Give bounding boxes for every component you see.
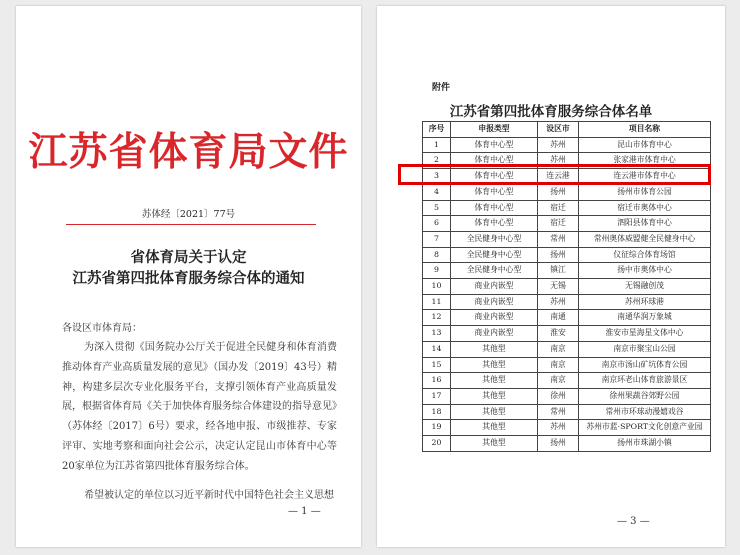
- cell-index: 6: [423, 216, 451, 232]
- cell-type: 其他型: [451, 388, 538, 404]
- table-row: [423, 279, 711, 295]
- table-row: [423, 216, 711, 232]
- cell-type: 商业内嵌型: [451, 310, 538, 326]
- cell-project: 南京市汤山矿坑体育公园: [579, 357, 711, 373]
- cell-index: 4: [423, 184, 451, 200]
- cell-project: 扬州市体育公园: [579, 184, 711, 200]
- cell-city: 苏州: [538, 153, 579, 169]
- table-row: [423, 420, 711, 436]
- cell-city: 宿迁: [538, 216, 579, 232]
- cell-type: 其他型: [451, 357, 538, 373]
- cell-city: 淮安: [538, 326, 579, 342]
- cell-project: 扬州市珠湖小镇: [579, 436, 711, 452]
- cell-index: 20: [423, 436, 451, 452]
- cell-index: 1: [423, 137, 451, 153]
- cell-city: 南通: [538, 310, 579, 326]
- cell-project: 常州奥体威盟健全民健身中心: [579, 231, 711, 247]
- cell-type: 体育中心型: [451, 137, 538, 153]
- table-row: [423, 294, 711, 310]
- row-highlight-box: [398, 164, 711, 185]
- document-header: 江苏省体育局文件: [28, 129, 349, 175]
- table-row: [423, 404, 711, 420]
- cell-project: 宿迁市奥体中心: [579, 200, 711, 216]
- cell-type: 其他型: [451, 436, 538, 452]
- cell-index: 13: [423, 326, 451, 342]
- table-row: [423, 263, 711, 279]
- cell-city: 南京: [538, 341, 579, 357]
- cell-type: 体育中心型: [451, 184, 538, 200]
- addressee: 各设区市体育局：: [62, 323, 142, 334]
- cell-type: 其他型: [451, 341, 538, 357]
- page-number: — 3 —: [617, 516, 650, 527]
- attachment-label: 附件: [432, 83, 451, 93]
- cell-index: 16: [423, 373, 451, 389]
- cell-type: 其他型: [451, 373, 538, 389]
- column-header-index: 序号: [423, 122, 451, 138]
- cell-type: 体育中心型: [451, 216, 538, 232]
- cell-type: 商业内嵌型: [451, 279, 538, 295]
- cell-index: 9: [423, 263, 451, 279]
- cell-index: 14: [423, 341, 451, 357]
- cell-city: 苏州: [538, 420, 579, 436]
- cell-type: 全民健身中心型: [451, 231, 538, 247]
- cell-project: 泗阳县体育中心: [579, 216, 711, 232]
- cell-city: 无锡: [538, 279, 579, 295]
- table-row: [423, 200, 711, 216]
- page-number: — 1 —: [288, 506, 321, 517]
- cell-index: 12: [423, 310, 451, 326]
- cell-index: 10: [423, 279, 451, 295]
- table-row: [423, 357, 711, 373]
- left-page: [16, 6, 361, 547]
- cell-project: 苏州环球港: [579, 294, 711, 310]
- cell-type: 体育中心型: [451, 153, 538, 169]
- cell-project: 南京市聚宝山公园: [579, 341, 711, 357]
- cell-type: 商业内嵌型: [451, 326, 538, 342]
- document-number: 苏体经〔2021〕77号: [141, 209, 236, 220]
- cell-project: 无锡融创茂: [579, 279, 711, 295]
- cell-index: 19: [423, 420, 451, 436]
- cell-type: 其他型: [451, 420, 538, 436]
- table-row: [423, 247, 711, 263]
- cell-city: 常州: [538, 231, 579, 247]
- cell-city: 南京: [538, 373, 579, 389]
- cell-project: 南通华润万象城: [579, 310, 711, 326]
- column-header-project: 项目名称: [579, 122, 711, 138]
- cell-city: 扬州: [538, 184, 579, 200]
- cell-city: 连云港: [538, 169, 579, 185]
- table-row: [423, 436, 711, 452]
- table-row: [423, 184, 711, 200]
- table-row: [423, 231, 711, 247]
- cell-type: 其他型: [451, 404, 538, 420]
- cell-project: 昆山市体育中心: [579, 137, 711, 153]
- cell-type: 体育中心型: [451, 169, 538, 185]
- cell-city: 常州: [538, 404, 579, 420]
- notice-body-continued: 希望被认定的单位以习近平新时代中国特色社会主义思想: [84, 490, 334, 501]
- cell-type: 全民健身中心型: [451, 247, 538, 263]
- notice-title-line1: 省体育局关于认定: [130, 249, 247, 266]
- cell-project: 南京环老山体育旅游景区: [579, 373, 711, 389]
- table-row: [423, 137, 711, 153]
- cell-city: 宿迁: [538, 200, 579, 216]
- right-page: [377, 6, 725, 547]
- table-row: [423, 388, 711, 404]
- cell-type: 全民健身中心型: [451, 263, 538, 279]
- cell-project: 仪征综合体育场馆: [579, 247, 711, 263]
- cell-index: 7: [423, 231, 451, 247]
- cell-city: 扬州: [538, 436, 579, 452]
- cell-project: 扬中市奥体中心: [579, 263, 711, 279]
- cell-city: 镇江: [538, 263, 579, 279]
- table-row: [423, 373, 711, 389]
- cell-project: 苏州市蓝·SPORT文化创意产业园: [579, 420, 711, 436]
- table-title: 江苏省第四批体育服务综合体名单: [449, 104, 653, 120]
- cell-project: 淮安市星海星文体中心: [579, 326, 711, 342]
- cell-city: 徐州: [538, 388, 579, 404]
- cell-index: 18: [423, 404, 451, 420]
- cell-index: 2: [423, 153, 451, 169]
- cell-project: 常州市环球动漫嬉戏谷: [579, 404, 711, 420]
- cell-index: 3: [423, 169, 451, 185]
- cell-index: 15: [423, 357, 451, 373]
- table-row: [423, 341, 711, 357]
- cell-type: 商业内嵌型: [451, 294, 538, 310]
- cell-project: 张家港市体育中心: [579, 153, 711, 169]
- cell-type: 体育中心型: [451, 200, 538, 216]
- table-row: [423, 326, 711, 342]
- table-row: [423, 310, 711, 326]
- cell-index: 5: [423, 200, 451, 216]
- cell-city: 南京: [538, 357, 579, 373]
- column-header-type: 申报类型: [451, 122, 538, 138]
- column-header-city: 设区市: [538, 122, 579, 138]
- notice-body: 为深入贯彻《国务院办公厅关于促进全民健身和体育消费推动体育产业高质量发展的意见》（国办发〔2019〕43号）精神，构建多层次专业化服务平台，支撑引领体育产业高质量发展，根据省体育局《关于加快体育服务综合体建设的指导意见》（苏体经〔2017〕6号）要求，经各地申报、市级推荐、专家评审、实地考察和面向社会公示，决定认定昆山市体育中心等20家单位为江苏省第四批体育服务综合体。: [62, 342, 337, 472]
- notice-title-line2: 江苏省第四批体育服务综合体的通知: [72, 270, 305, 287]
- cell-index: 17: [423, 388, 451, 404]
- cell-index: 11: [423, 294, 451, 310]
- red-divider: [66, 224, 316, 225]
- cell-index: 8: [423, 247, 451, 263]
- cell-city: 苏州: [538, 137, 579, 153]
- cell-city: 扬州: [538, 247, 579, 263]
- table-header-row: [423, 122, 711, 138]
- cell-project: 徐州果蔬谷郊野公园: [579, 388, 711, 404]
- cell-city: 苏州: [538, 294, 579, 310]
- cell-project: 连云港市体育中心: [579, 169, 711, 185]
